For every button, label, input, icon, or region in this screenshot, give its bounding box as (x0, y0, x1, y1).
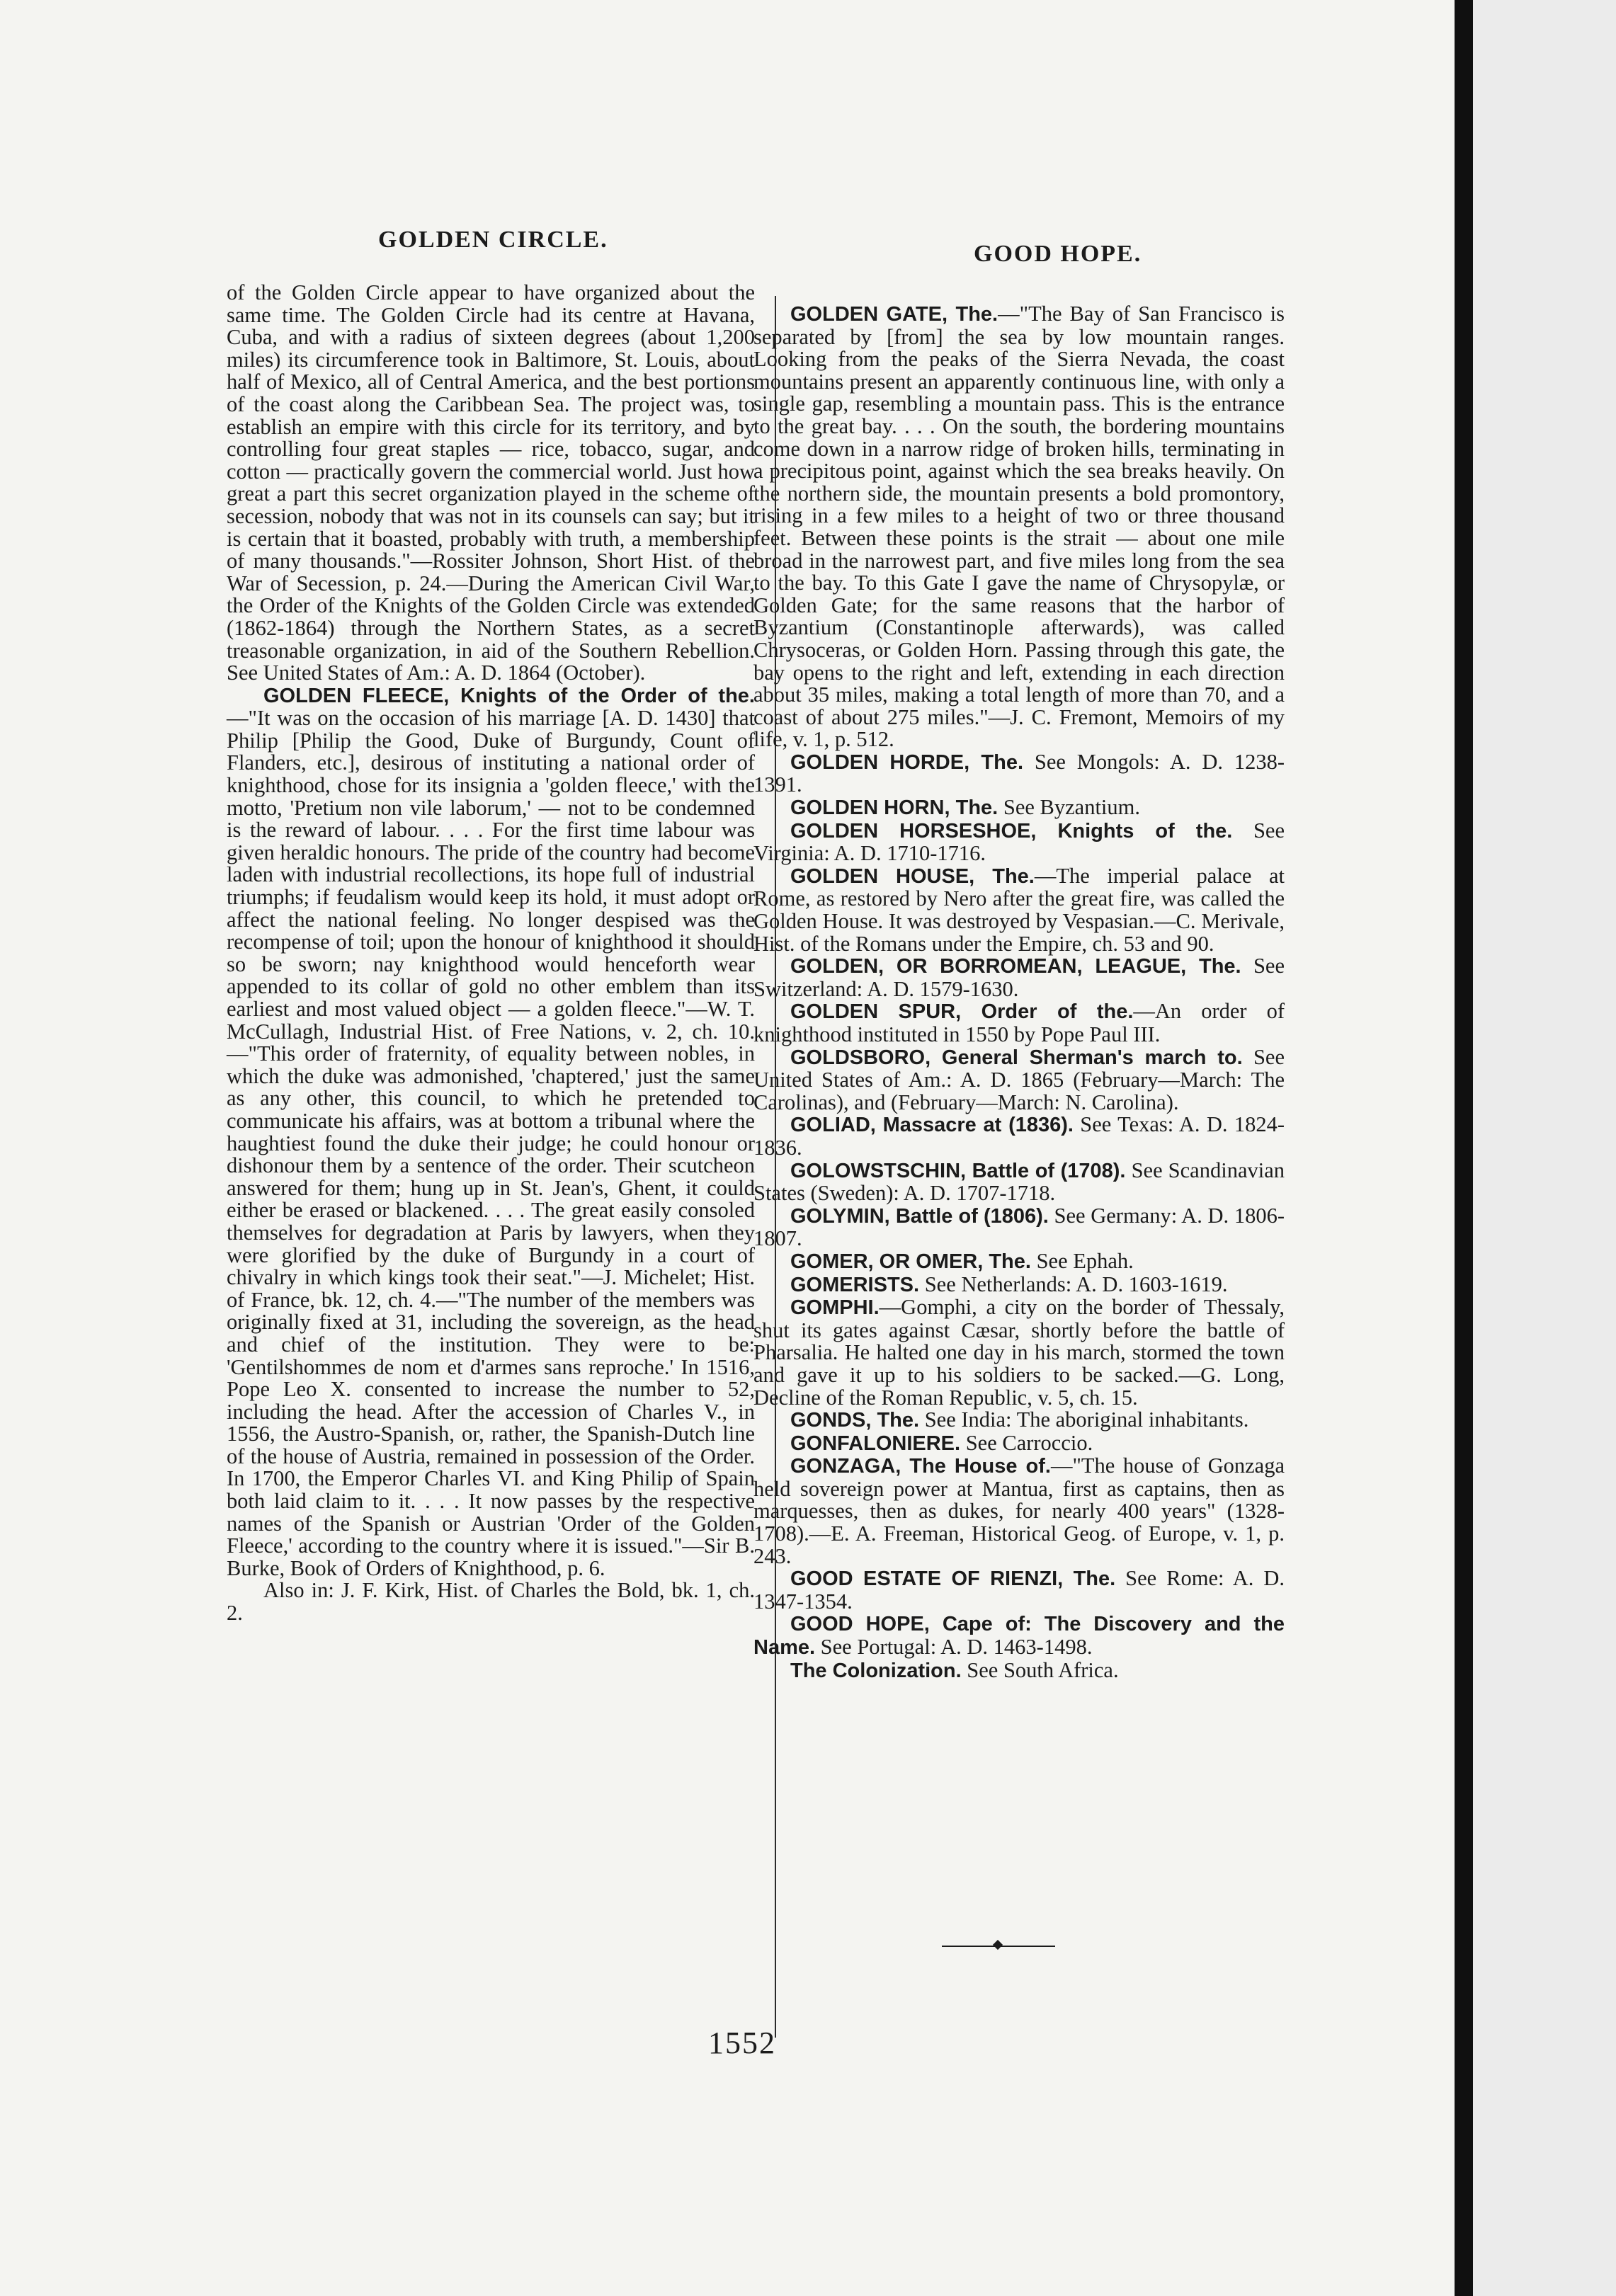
entry-title: GOLDEN HORSESHOE, Knights of the. (790, 819, 1233, 843)
entry-text: —"It was on the occasion of his marriage [A. D. 1430] that Philip [Philip the Good, Duke of Burgundy, Count of Flanders, etc.], desirous of instituting a national order of knighthood, chose for its insignia a 'golden fleece,' with the motto, 'Pretium non vile laborum,' — not to be condemned is the reward of labour. . . . For the first time labour was given heraldic honours. The pride of the country had become laden with industrial recollections, its hope full of industrial triumphs; if feudalism would keep its hold, it must adopt or affect the national feeling. No longer despised was the recompense of toil; upon the honour of knighthood it should so be sworn; nay knighthood would henceforth wear appended to its collar of gold no other emblem than its earliest and most valued object — a golden fleece."—W. T. McCullagh, Industrial Hist. of Free Nations, v. 2, ch. 10.—"This order of fraternity, of equality between nobles, in which the duke was admonished, 'chaptered,' just the same as any other, this council, to which he pretended to communicate his affairs, was at bottom a tribunal where the haughtiest found the duke their judge; he could honour or dishonour them by a sentence of the order. Their scutcheon answered for them; hung up in St. Jean's, Ghent, it could either be erased or blackened. . . . The great easily consoled themselves for degradation at Paris by lawyers, when they were glorified by the duke of Burgundy in a court of chivalry in which kings took their seat."—J. Michelet; Hist. of France, bk. 12, ch. 4.—"The number of the members was originally fixed at 31, including the sovereign, as the head and chief of the institution. They were to be: 'Gentilshommes de nom et d'armes sans reproche.' In 1516, Pope Leo X. consented to increase the number to 52, including the head. After the accession of Charles V., in 1556, the Austro-Spanish, or, rather, the Spanish-Dutch line of the house of Austria, remained in possession of the Order. In 1700, the Emperor Charles VI. and King Philip of Spain both laid claim to it. . . . It now passes by the respective names of the Spanish or Austrian 'Order of the Golden Fleece,' according to the country where it is issued."—Sir B. Burke, Book of Orders of Knighthood, p. 6. (227, 706, 755, 1580)
entry-text: See United States of Am.: A. D. 1865 (February—March: The Carolinas), and (February—March: N. Carolina). (753, 1044, 1285, 1114)
entry-text: See Netherlands: A. D. 1603-1619. (924, 1272, 1228, 1296)
entry-golden-horde (753, 751, 1285, 796)
entry-colonization (753, 1657, 1285, 1683)
entry-title: GOLDEN FLEECE, Knights of the Order of the. (263, 684, 755, 707)
entry-text: See Texas: A. D. 1824-1836. (753, 1112, 1285, 1160)
entry-text: See Carroccio. (965, 1430, 1093, 1455)
entry-text: See Rome: A. D. 1347-1354. (753, 1566, 1285, 1614)
entry-gomphi (753, 1296, 1285, 1409)
running-head-right: GOOD HOPE. (974, 241, 1142, 267)
entry-text: See Portugal: A. D. 1463-1498. (820, 1635, 1093, 1660)
entry-title: GOLDEN GATE, The. (790, 303, 998, 326)
entry-title: GOLDEN HORN, The. (790, 796, 998, 820)
entry-gomerists (753, 1274, 1285, 1297)
entry-text: See Ephah. (1036, 1248, 1134, 1273)
entry-goliad (753, 1114, 1285, 1159)
entry-title: GOLDSBORO, General Sherman's march to. (790, 1046, 1243, 1069)
entry-golden-house (753, 865, 1285, 955)
entry-text: —"The Bay of San Francisco is separated by [from] the sea by low mountain ranges. Looking from the peaks of the Sierra Nevada, the coast mountains present an apparently continuous line, with only a single gap, resembling a mountain pass. This is the entrance to the great bay. . . . On the south, the bordering mountains come down in a narrow ridge of broken hills, terminating in a precipitous point, against which the sea breaks heavily. On the northern side, the mountain presents a bold promontory, rising in a few miles to a height of two or three thousand feet. Between these points is the strait — about one mile broad in the narrowest part, and five miles long from the sea to the bay. To this Gate I gave the name of Chrysopylæ, or Golden Gate; for the same reasons that the harbor of Byzantium (Constantinople afterwards), was called Chrysoceras, or Golden Horn. Passing through this gate, the bay opens to the right and left, extending in each direction about 35 miles, making a total length of more than 70, and a coast of about 275 miles."—J. C. Fremont, Memoirs of my life, v. 1, p. 512. (753, 302, 1285, 752)
golden-circle-text: of the Golden Circle appear to have organized about the same time. The Golden Circle had its centre at Havana, Cuba, and with a radius of sixteen degrees (about 1,200 miles) its circumference took in Baltimore, St. Louis, about half of Mexico, all of Central America, and the best portions of the coast along the Caribbean Sea. The project was, to establish an empire with this circle for its territory, and by controlling four great staples — rice, tobacco, sugar, and cotton — practically govern the commercial world. Just how great a part this secret organization played in the scheme of secession, nobody that was not in its counsels can say; but it is certain that it boasted, probably with truth, a membership of many thousands."—Rossiter Johnson, Short Hist. of the War of Secession, p. 24.—During the American Civil War, the Order of the Knights of the Golden Circle was extended (1862-1864) through the Northern States, as a secret treasonable organization, in aid of the Southern Rebellion. See United States of Am.: A. D. 1864 (October). (227, 280, 755, 685)
entry-title: The Colonization. (790, 1659, 962, 1682)
entry-golymin (753, 1205, 1285, 1250)
page-number: 1552 (708, 2026, 776, 2060)
entry-text: See Mongols: A. D. 1238-1391. (753, 749, 1285, 797)
entry-golden-fleece (227, 685, 755, 1580)
entry-good-hope (753, 1613, 1285, 1659)
entry-golden-horseshoe (753, 820, 1285, 865)
entry-gonds (753, 1409, 1285, 1432)
entry-text: —The imperial palace at Rome, as restored by Nero after the great fire, was called the Golden House. It was destroyed by Vespasian.—C. Merivale, Hist. of the Romans under the Empire, ch. 53 and 90. (753, 863, 1285, 956)
entry-title: GOLIAD, Massacre at (1836). (790, 1114, 1074, 1137)
entry-golden-league (753, 955, 1285, 1000)
entry-text: See South Africa. (967, 1657, 1119, 1682)
scan-gutter (1455, 0, 1616, 2296)
entry-title: GONZAGA, The House of. (790, 1455, 1051, 1478)
entry-text: —An order of knighthood instituted in 1550 by Pope Paul III. (753, 999, 1285, 1046)
entry-title: GONDS, The. (790, 1409, 920, 1432)
entry-gonfaloniere (753, 1432, 1285, 1456)
entry-golden-gate (753, 303, 1285, 751)
entry-title: GOLDEN HORDE, The. (790, 750, 1024, 774)
entry-text: See Virginia: A. D. 1710-1716. (753, 818, 1285, 866)
entry-goldsboro (753, 1046, 1285, 1114)
entry-text: See India: The aboriginal inhabitants. (924, 1407, 1249, 1432)
entry-text: —"The house of Gonzaga held sovereign power at Mantua, first as captains, then as marquesses, then as dukes, for nearly 400 years" (1328-1708).—E. A. Freeman, Historical Geog. of Europe, v. 1, p. 243. (753, 1453, 1285, 1568)
entry-title: GOLDEN HOUSE, The. (790, 864, 1035, 888)
entry-title: GOMPHI. (790, 1296, 880, 1320)
entry-golden-spur (753, 1000, 1285, 1046)
section-divider (942, 1946, 1055, 1947)
entry-title: GOLDEN, OR BORROMEAN, LEAGUE, The. (790, 955, 1241, 978)
entry-golowstschin (753, 1160, 1285, 1205)
entry-text: —Gomphi, a city on the border of Thessaly, shut its gates against Cæsar, shortly before the battle of Pharsalia. He halted one day in his march, stormed the town and gave it up to his soldiers to be sacked.—G. Long, Decline of the Roman Republic, v. 5, ch. 15. (753, 1295, 1285, 1410)
left-column (227, 282, 755, 1625)
entry-text: See Germany: A. D. 1806-1807. (753, 1203, 1285, 1251)
entry-title: GOOD HOPE, Cape of: The Discovery and the Name. (753, 1613, 1285, 1660)
right-column (753, 303, 1285, 1682)
entry-gonzaga (753, 1455, 1285, 1567)
entry-title: GOMERISTS. (790, 1273, 920, 1296)
entry-title: GOMER, OR OMER, The. (790, 1250, 1031, 1273)
entry-gomer (753, 1250, 1285, 1274)
entry-text: See Scandinavian States (Sweden): A. D. 1707-1718. (753, 1158, 1285, 1206)
entry-title: GOLDEN SPUR, Order of the. (790, 1000, 1134, 1024)
also-in-reference: Also in: J. F. Kirk, Hist. of Charles the Bold, bk. 1, ch. 2. (227, 1578, 755, 1626)
entry-title: GOLYMIN, Battle of (1806). (790, 1204, 1049, 1228)
running-head-left: GOLDEN CIRCLE. (378, 227, 608, 253)
entry-text: See Byzantium. (1003, 795, 1140, 820)
entry-text: See Switzerland: A. D. 1579-1630. (753, 954, 1285, 1001)
entry-title: GOOD ESTATE OF RIENZI, The. (790, 1567, 1116, 1591)
entry-title: GONFALONIERE. (790, 1432, 961, 1455)
entry-golden-horn (753, 796, 1285, 820)
entry-title: GOLOWSTSCHIN, Battle of (1708). (790, 1159, 1126, 1182)
entry-good-estate (753, 1567, 1285, 1613)
